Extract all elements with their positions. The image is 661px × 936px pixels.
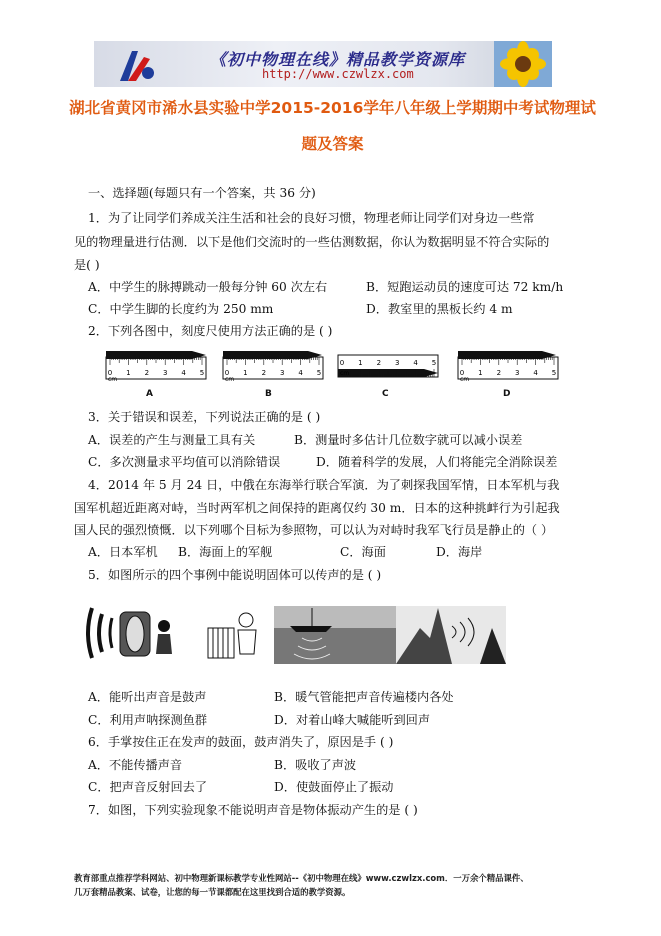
mountain-echo-figure bbox=[396, 606, 506, 664]
q5-stem: 5．如图所示的四个事例中能说明固体可以传声的是 ( ) bbox=[88, 568, 382, 582]
ruler-tick-label: 2 bbox=[261, 369, 267, 377]
ruler-tick-label: 4 bbox=[413, 359, 418, 367]
footer-line1: 教育部重点推荐学科网站、初中物理新课标教学专业性网站--《初中物理在线》www.czwlzx.com．一万余个精品课件、 bbox=[74, 873, 529, 883]
sonar-figure bbox=[274, 606, 398, 664]
q4-option-c: C．海面 bbox=[340, 545, 386, 559]
q4-option-a: A．日本军机 bbox=[88, 545, 158, 559]
ruler-label-d: D bbox=[503, 389, 511, 399]
ruler-label-c: C bbox=[382, 389, 389, 399]
sound-figures bbox=[80, 598, 560, 668]
ruler-tick-label: 5 bbox=[431, 359, 437, 367]
ruler-tick-label: 0 bbox=[339, 359, 345, 367]
q4-option-d: D．海岸 bbox=[436, 545, 483, 559]
ruler-unit-label: cm bbox=[108, 376, 118, 383]
banner-title: 《初中物理在线》精品教学资源库 bbox=[210, 50, 466, 69]
document-title-line2: 题及答案 bbox=[301, 135, 364, 153]
ruler-tick-label: 2 bbox=[144, 369, 150, 377]
q4-line2: 国军机超近距离对峙，当时两军机之间保持的距离仅约 30 m．日本的这种挑衅行为引起我 bbox=[74, 501, 560, 515]
ruler-tick-label: 5 bbox=[316, 369, 322, 377]
ruler-tick-label: 3 bbox=[279, 369, 285, 377]
site-logo-icon bbox=[114, 47, 158, 83]
ruler-tick-label: 0 bbox=[224, 369, 230, 377]
q3-option-d: D．随着科学的发展，人们将能完全消除误差 bbox=[316, 455, 558, 469]
q3-stem: 3．关于错误和误差，下列说法正确的是 ( ) bbox=[88, 410, 321, 424]
footer-line2: 几万套精品教案、试卷，让您的每一节课都配在这里找到合适的教学资源。 bbox=[74, 887, 351, 897]
banner-url: http://www.czwlzx.com bbox=[262, 67, 414, 81]
ruler-tick-label: 1 bbox=[243, 369, 248, 377]
ruler-tick-label: 1 bbox=[478, 369, 483, 377]
ruler-tick-label: 5 bbox=[199, 369, 205, 377]
ruler-tick-label: 3 bbox=[162, 369, 168, 377]
ruler-unit-label: cm bbox=[225, 376, 235, 383]
q4-option-b: B．海面上的军舰 bbox=[178, 545, 273, 559]
document-title-line1: 湖北省黄冈市浠水县实验中学2015-2016学年八年级上学期期中考试物理试 bbox=[69, 99, 596, 117]
q5-option-a: A．能听出声音是鼓声 bbox=[88, 690, 207, 704]
q7-stem: 7．如图，下列实验现象不能说明声音是物体振动产生的是 ( ) bbox=[88, 803, 418, 817]
ruler-unit-label: cm bbox=[460, 376, 470, 383]
q6-stem: 6．手掌按住正在发声的鼓面，鼓声消失了，原因是手 ( ) bbox=[88, 735, 394, 749]
q3-option-b: B．测量时多估计几位数字就可以减小误差 bbox=[294, 433, 523, 447]
q1-line3: 是( ) bbox=[74, 258, 100, 272]
ruler-tick-label: 0 bbox=[107, 369, 113, 377]
sunflower-icon bbox=[494, 41, 552, 87]
q6-option-b: B．吸收了声波 bbox=[274, 758, 357, 772]
q3-option-a: A．误差的产生与测量工具有关 bbox=[88, 433, 256, 447]
ruler-tick-label: 2 bbox=[496, 369, 502, 377]
q2-stem: 2．下列各图中，刻度尺使用方法正确的是 ( ) bbox=[88, 324, 333, 338]
q6-option-c: C．把声音反射回去了 bbox=[88, 780, 208, 794]
ruler-tick-label: 2 bbox=[376, 359, 382, 367]
q3-option-c: C．多次测量求平均值可以消除错误 bbox=[88, 455, 281, 469]
ruler-tick-label: 5 bbox=[551, 369, 557, 377]
q6-option-a: A．不能传播声音 bbox=[88, 758, 183, 772]
header-banner bbox=[94, 41, 552, 87]
section-heading: 一、选择题(每题只有一个答案，共 36 分) bbox=[88, 186, 316, 200]
drum-figure bbox=[88, 608, 172, 658]
ruler-tick-label: 3 bbox=[514, 369, 520, 377]
ruler-tick-label: 4 bbox=[181, 369, 186, 377]
q5-option-c: C．利用声呐探测鱼群 bbox=[88, 713, 208, 727]
ruler-tick-label: 4 bbox=[298, 369, 303, 377]
ruler-tick-label: 3 bbox=[394, 359, 400, 367]
q5-option-d: D．对着山峰大喊能听到回声 bbox=[274, 713, 431, 727]
q1-line1: 1．为了让同学们养成关注生活和社会的良好习惯，物理老师让同学们对身边一些常 bbox=[88, 211, 535, 225]
q1-option-d: D．教室里的黑板长约 4 m bbox=[366, 302, 513, 316]
q5-option-b: B．暖气管能把声音传遍楼内各处 bbox=[274, 690, 454, 704]
ruler-label-b: B bbox=[265, 389, 272, 399]
ruler-figure-d bbox=[458, 351, 558, 379]
ruler-unit-label: cm bbox=[340, 370, 350, 377]
ruler-figure-b bbox=[223, 351, 323, 379]
q1-option-c: C．中学生脚的长度约为 250 mm bbox=[88, 302, 274, 316]
ruler-tick-label: 0 bbox=[459, 369, 465, 377]
ruler-tick-label: 1 bbox=[126, 369, 131, 377]
radiator-figure bbox=[208, 613, 256, 658]
q1-line2: 见的物理量进行估测．以下是他们交流时的一些估测数据，你认为数据明显不符合实际的 bbox=[74, 235, 550, 249]
q6-option-d: D．使鼓面停止了振动 bbox=[274, 780, 394, 794]
q1-option-a: A．中学生的脉搏跳动一般每分钟 60 次左右 bbox=[88, 280, 328, 294]
ruler-tick-label: 4 bbox=[533, 369, 538, 377]
q4-line3: 国人民的强烈愤慨．以下列哪个目标为参照物，可以认为对峙时我军飞行员是静止的（ ） bbox=[74, 523, 554, 537]
ruler-tick-label: 1 bbox=[358, 359, 363, 367]
ruler-figure-a bbox=[106, 351, 206, 379]
q4-line1: 4．2014 年 5 月 24 日，中俄在东海举行联合军演．为了刺探我国军情，日本军机与我 bbox=[88, 478, 560, 492]
ruler-label-a: A bbox=[146, 389, 153, 399]
q1-option-b: B．短跑运动员的速度可达 72 km/h bbox=[366, 280, 564, 294]
